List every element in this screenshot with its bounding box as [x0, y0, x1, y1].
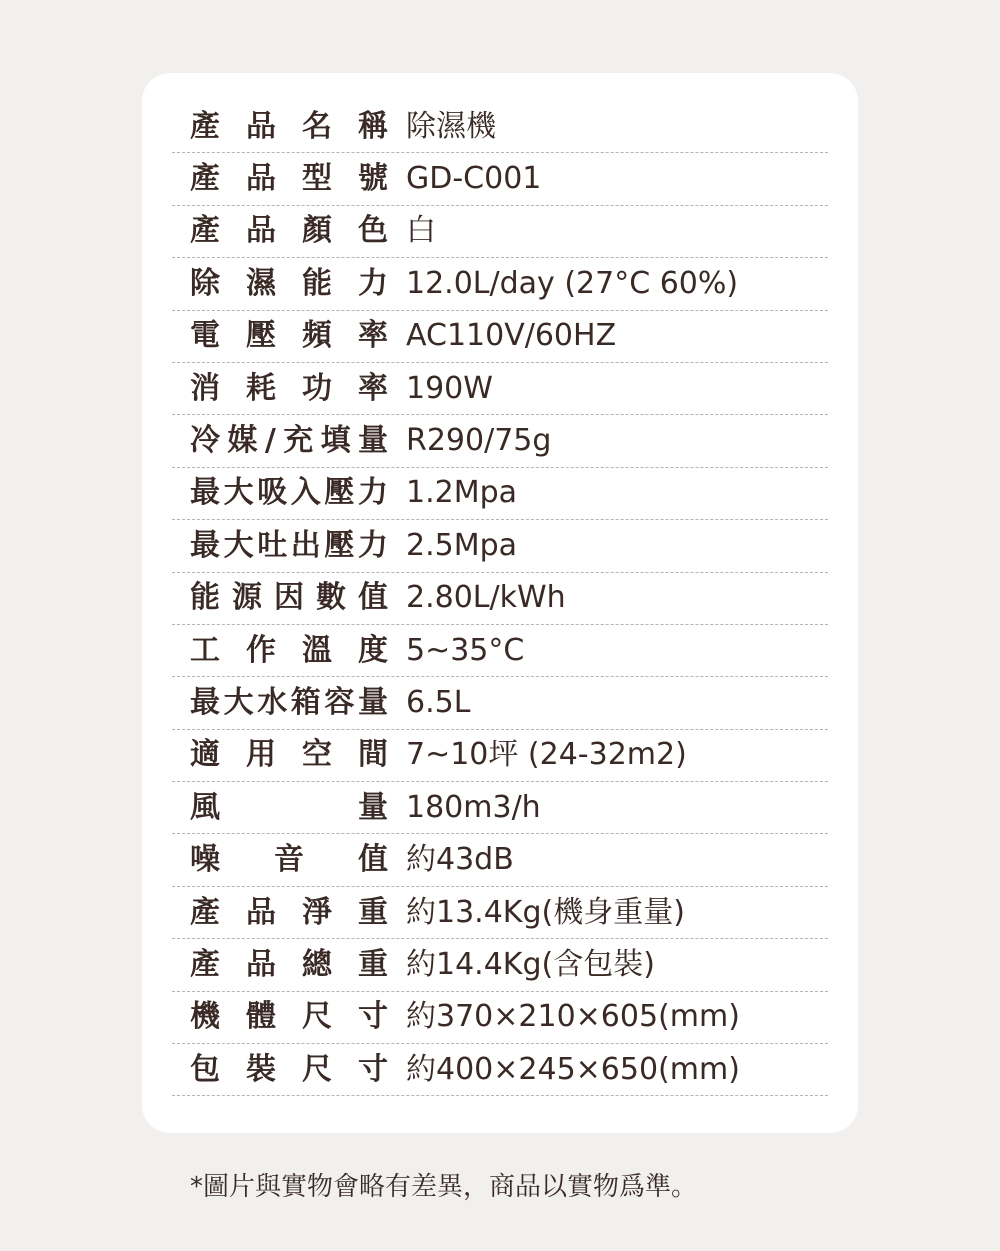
spec-label: [172, 999, 390, 1035]
spec-label-char: 入: [290, 475, 321, 511]
spec-label-char: 型: [302, 161, 332, 197]
spec-label: [172, 318, 390, 354]
spec-row: [172, 677, 828, 729]
spec-label: [172, 737, 390, 773]
spec-value: 除濕機: [406, 108, 496, 144]
spec-label-char: 產: [190, 108, 220, 144]
spec-label: [172, 789, 390, 825]
spec-label: [172, 580, 390, 616]
spec-label-char: 數: [316, 580, 346, 616]
spec-row: [172, 258, 828, 310]
spec-value: 5~35°C: [406, 632, 525, 668]
spec-label-char: 產: [190, 161, 220, 197]
spec-label-char: 品: [246, 946, 276, 982]
spec-label-char: 壓: [246, 318, 276, 354]
spec-label-char: 量: [357, 684, 388, 720]
spec-label-char: 體: [246, 999, 276, 1035]
spec-label-char: 色: [358, 213, 388, 249]
spec-row: [172, 730, 828, 782]
spec-value: AC110V/60HZ: [406, 318, 617, 354]
spec-label-char: 電: [190, 318, 220, 354]
spec-label: [172, 684, 390, 720]
spec-value: 2.5Mpa: [406, 527, 518, 563]
spec-label-char: 水: [257, 684, 288, 720]
spec-value: 約14.4Kg(含包裝): [406, 946, 655, 982]
spec-label-char: 值: [358, 842, 388, 878]
spec-value: 190W: [406, 370, 493, 406]
spec-label-char: 填: [320, 423, 351, 459]
spec-label-char: 能: [302, 265, 332, 301]
spec-label-char: 品: [246, 108, 276, 144]
spec-label: [172, 161, 390, 197]
spec-label-char: 大: [223, 527, 254, 563]
spec-label: [172, 632, 390, 668]
spec-value: 約43dB: [406, 842, 514, 878]
spec-label-char: 名: [302, 108, 332, 144]
spec-label-char: 溫: [302, 632, 332, 668]
spec-label-char: 大: [223, 684, 254, 720]
spec-label-char: 媒: [227, 423, 258, 459]
spec-label-char: 量: [358, 789, 388, 825]
spec-value: 12.0L/day (27°C 60%): [406, 265, 739, 301]
spec-label-char: 顏: [302, 213, 332, 249]
spec-row: [172, 834, 828, 886]
spec-label-char: 風: [190, 789, 220, 825]
spec-value: GD-C001: [406, 161, 542, 197]
spec-value: 2.80L/kWh: [406, 580, 566, 616]
spec-label-char: 力: [357, 527, 388, 563]
spec-label-char: 壓: [324, 527, 355, 563]
spec-value: 6.5L: [406, 684, 471, 720]
spec-label-char: 功: [302, 370, 332, 406]
footnote: *圖片與實物會略有差異，商品以實物爲準。: [190, 1172, 698, 1202]
spec-label-char: 淨: [302, 894, 332, 930]
spec-label: [172, 475, 390, 511]
spec-row: [172, 206, 828, 258]
spec-label: [172, 370, 390, 406]
spec-label-char: 箱: [290, 684, 321, 720]
spec-label: [172, 265, 390, 301]
spec-label-char: 重: [358, 946, 388, 982]
spec-label-char: 容: [324, 684, 355, 720]
spec-value: 約370×210×605(mm): [406, 999, 740, 1035]
spec-label-char: 適: [190, 737, 220, 773]
spec-label-char: 品: [246, 894, 276, 930]
spec-label-char: 冷: [190, 423, 220, 459]
spec-row: [172, 625, 828, 677]
spec-label: [172, 108, 390, 144]
spec-label: [172, 946, 390, 982]
spec-row: [172, 101, 828, 153]
spec-label-char: 最: [190, 527, 220, 563]
spec-label-char: 濕: [246, 265, 276, 301]
spec-row: [172, 887, 828, 939]
spec-label-char: 最: [190, 684, 220, 720]
spec-label-char: 稱: [358, 108, 388, 144]
spec-label-char: 寸: [358, 999, 388, 1035]
spec-value: 1.2Mpa: [406, 475, 518, 511]
spec-label-char: 品: [246, 161, 276, 197]
spec-row: [172, 363, 828, 415]
spec-label-char: 音: [274, 842, 304, 878]
spec-value: 白: [406, 213, 436, 249]
spec-label-char: 吐: [257, 527, 288, 563]
spec-row: [172, 468, 828, 520]
spec-label-char: 噪: [190, 842, 220, 878]
spec-label-char: 除: [190, 265, 220, 301]
spec-label-char: 總: [302, 946, 332, 982]
spec-label-char: 值: [358, 580, 388, 616]
spec-label-char: 尺: [302, 999, 332, 1035]
spec-label-char: 充: [283, 423, 314, 459]
spec-row: [172, 415, 828, 467]
spec-row: [172, 153, 828, 205]
spec-label-char: 因: [274, 580, 304, 616]
spec-label: [172, 894, 390, 930]
spec-row: [172, 939, 828, 991]
spec-label-char: 空: [302, 737, 332, 773]
spec-label-char: 力: [357, 475, 388, 511]
spec-row: [172, 573, 828, 625]
spec-label-char: /: [264, 423, 276, 459]
spec-label-char: 寸: [358, 1051, 388, 1087]
spec-label: [172, 842, 390, 878]
spec-label-char: 品: [246, 213, 276, 249]
spec-label-char: 消: [190, 370, 220, 406]
spec-label-char: 大: [223, 475, 254, 511]
spec-row: [172, 992, 828, 1044]
spec-label-char: 號: [358, 161, 388, 197]
spec-label-char: 機: [190, 999, 220, 1035]
spec-row: [172, 782, 828, 834]
spec-label-char: 最: [190, 475, 220, 511]
spec-value: R290/75g: [406, 423, 552, 459]
spec-table: [172, 101, 828, 1096]
spec-label-char: 力: [358, 265, 388, 301]
spec-label-char: 能: [190, 580, 220, 616]
spec-value: 7~10坪 (24-32m2): [406, 737, 687, 773]
spec-label-char: 包: [190, 1051, 220, 1087]
spec-label-char: 吸: [257, 475, 288, 511]
spec-label-char: 出: [290, 527, 321, 563]
spec-label-char: 頻: [302, 318, 332, 354]
spec-label-char: 用: [246, 737, 276, 773]
spec-value: 180m3/h: [406, 789, 541, 825]
spec-label-char: 作: [246, 632, 276, 668]
spec-card: [142, 73, 858, 1133]
spec-label: [172, 1051, 390, 1087]
spec-label-char: 度: [358, 632, 388, 668]
spec-row: [172, 1044, 828, 1096]
spec-row: [172, 520, 828, 572]
spec-label-char: 壓: [324, 475, 355, 511]
spec-label: [172, 213, 390, 249]
spec-row: [172, 311, 828, 363]
spec-label-char: 率: [358, 318, 388, 354]
spec-label: [172, 423, 390, 459]
spec-label-char: 工: [190, 632, 220, 668]
spec-label-char: 量: [358, 423, 388, 459]
spec-label-char: 間: [358, 737, 388, 773]
spec-label-char: 產: [190, 894, 220, 930]
spec-value: 約400×245×650(mm): [406, 1051, 740, 1087]
spec-label-char: 率: [358, 370, 388, 406]
spec-label-char: 重: [358, 894, 388, 930]
spec-label-char: 耗: [246, 370, 276, 406]
spec-label-char: 產: [190, 946, 220, 982]
spec-label-char: 源: [232, 580, 262, 616]
spec-value: 約13.4Kg(機身重量): [406, 894, 685, 930]
spec-label-char: 尺: [302, 1051, 332, 1087]
spec-label-char: 裝: [246, 1051, 276, 1087]
spec-label: [172, 527, 390, 563]
spec-label-char: 產: [190, 213, 220, 249]
